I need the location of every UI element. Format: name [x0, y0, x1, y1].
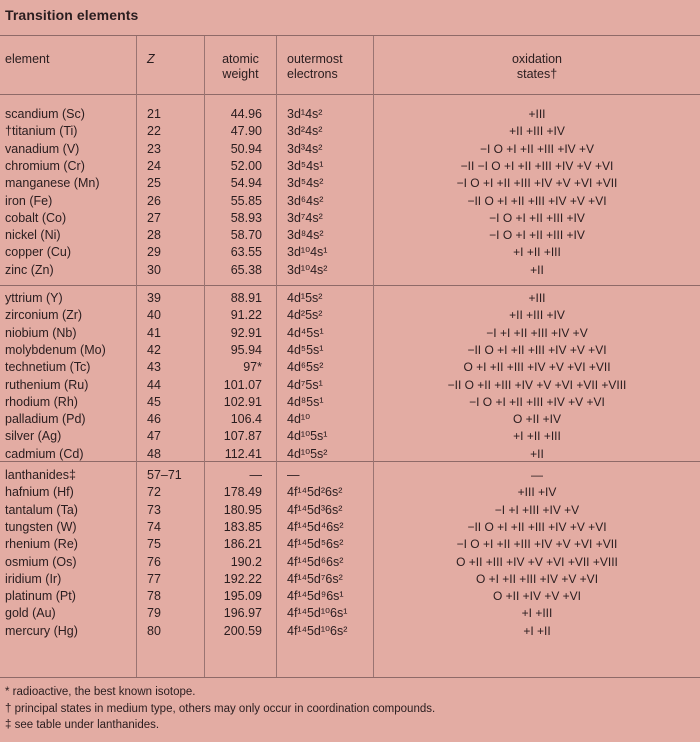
row-electrons: 3d⁶4s² — [287, 193, 324, 208]
divider-group-1 — [0, 285, 700, 286]
row-oxidation-states: +II — [530, 446, 544, 461]
row-element: scandium (Sc) — [5, 107, 85, 121]
row-element: palladium (Pd) — [5, 412, 86, 427]
footnote-lanthanides: ‡ see table under lanthanides. — [5, 719, 160, 731]
table-row — [0, 588, 700, 605]
table-row — [0, 428, 700, 445]
table-row — [0, 446, 700, 463]
row-element: molybdenum (Mo) — [5, 342, 106, 357]
row-oxidation-states: −II O +I +II +III +IV +V +VI — [467, 193, 607, 208]
row-element: vanadium (V) — [5, 141, 80, 156]
row-atomic-weight: 195.09 — [223, 589, 262, 604]
row-z: 43 — [147, 360, 161, 375]
row-atomic-weight: 91.22 — [230, 308, 262, 323]
row-element: iridium (Ir) — [5, 571, 62, 586]
row-z: 46 — [147, 412, 161, 427]
row-electrons: 4d¹⁰5s¹ — [287, 429, 328, 444]
divider-bottom — [0, 677, 700, 678]
footnote-principal-states: † principal states in medium type, others may only occur in coordination compounds. — [5, 702, 436, 715]
row-oxidation-states: — — [531, 468, 543, 482]
row-oxidation-states: −I O +I +II +III +IV — [489, 210, 585, 225]
row-oxidation-states: −II O +II +III +IV +V +VI +VII +VIII — [447, 377, 627, 392]
table-row — [0, 502, 700, 519]
row-z: 72 — [147, 485, 161, 500]
row-z: 40 — [147, 308, 161, 323]
row-atomic-weight: 88.91 — [230, 291, 262, 305]
row-oxidation-states: −I O +I +II +III +IV +V — [479, 141, 595, 156]
row-element: cadmium (Cd) — [5, 446, 84, 461]
row-atomic-weight: 180.95 — [223, 502, 262, 517]
row-electrons: 4d⁵5s¹ — [287, 342, 324, 357]
table-row — [0, 467, 700, 484]
row-oxidation-states: −I +I +III +IV +V — [494, 502, 580, 517]
row-electrons: 4d⁶5s² — [287, 360, 324, 375]
row-atomic-weight: 95.94 — [230, 342, 262, 357]
row-element: iron (Fe) — [5, 193, 53, 208]
row-electrons: 4d¹⁰ — [287, 412, 311, 427]
row-element: †titanium (Ti) — [5, 124, 78, 139]
row-z: 27 — [147, 210, 161, 225]
row-z: 57–71 — [147, 468, 182, 482]
divider-top — [0, 35, 700, 36]
row-oxidation-states: O +II +III +IV +V +VI +VII +VIII — [456, 554, 618, 569]
table-row — [0, 571, 700, 588]
row-atomic-weight: 196.97 — [223, 606, 262, 621]
table-row — [0, 244, 700, 261]
row-element: platinum (Pt) — [5, 589, 76, 604]
table-row — [0, 342, 700, 359]
row-element: lanthanides‡ — [5, 468, 76, 482]
row-oxidation-states: O +I +II +III +IV +V +VI — [475, 571, 599, 586]
row-element: gold (Au) — [5, 606, 56, 621]
row-oxidation-states: O +II +IV +V +VI — [492, 589, 582, 604]
row-atomic-weight: 47.90 — [230, 124, 262, 139]
row-electrons: 4f¹⁴5d¹⁰6s² — [287, 623, 348, 638]
row-element: rhenium (Re) — [5, 537, 78, 552]
row-atomic-weight: 178.49 — [223, 485, 262, 500]
row-z: 26 — [147, 193, 161, 208]
row-oxidation-states: +I +II — [523, 623, 551, 638]
row-oxidation-states: +I +II +III — [513, 245, 561, 260]
row-electrons: 3d¹⁰4s¹ — [287, 245, 328, 260]
footnotes — [5, 684, 435, 734]
row-element: ruthenium (Ru) — [5, 377, 89, 392]
row-oxidation-states: +II +III +IV — [509, 124, 565, 139]
row-element: cobalt (Co) — [5, 210, 67, 225]
row-atomic-weight: 44.96 — [230, 107, 262, 121]
row-oxidation-states: −II −I O +I +II +III +IV +V +VI — [460, 158, 614, 173]
row-atomic-weight: 102.91 — [223, 394, 262, 409]
row-atomic-weight: 186.21 — [223, 537, 262, 552]
row-element: niobium (Nb) — [5, 325, 77, 340]
row-atomic-weight: 92.91 — [230, 325, 262, 340]
table-row — [0, 106, 700, 123]
row-atomic-weight: 52.00 — [230, 158, 262, 173]
table-row — [0, 623, 700, 640]
row-oxidation-states: +III — [528, 107, 546, 121]
row-element: osmium (Os) — [5, 554, 77, 569]
row-atomic-weight: 190.2 — [230, 554, 262, 569]
row-element: tungsten (W) — [5, 519, 77, 534]
divider-header — [0, 94, 700, 95]
row-element: copper (Cu) — [5, 245, 71, 260]
row-atomic-weight: 97* — [243, 360, 262, 375]
row-oxidation-states: +II +III +IV — [509, 308, 565, 323]
row-electrons: 4f¹⁴5d⁹6s¹ — [287, 589, 344, 604]
row-z: 44 — [147, 377, 161, 392]
row-oxidation-states: +II — [530, 262, 544, 277]
row-oxidation-states: −I O +I +II +III +IV +V +VI — [469, 394, 605, 409]
row-element: nickel (Ni) — [5, 228, 61, 243]
row-oxidation-states: −I O +I +II +III +IV — [489, 228, 585, 243]
row-atomic-weight: 58.93 — [230, 210, 262, 225]
row-electrons: 4d⁷5s¹ — [287, 377, 323, 392]
row-atomic-weight: 200.59 — [223, 623, 262, 638]
row-electrons: 4f¹⁴5d⁴6s² — [287, 519, 344, 534]
row-element: rhodium (Rh) — [5, 394, 78, 409]
row-z: 77 — [147, 571, 161, 586]
row-element: silver (Ag) — [5, 429, 62, 444]
table-row — [0, 193, 700, 210]
row-electrons: 4f¹⁴5d¹⁰6s¹ — [287, 606, 348, 621]
row-electrons: 4f¹⁴5d⁵6s² — [287, 537, 344, 552]
row-z: 48 — [147, 446, 161, 461]
row-electrons: 3d⁵4s¹ — [287, 158, 324, 173]
header-oxidation-line1: oxidation — [511, 52, 563, 66]
row-oxidation-states: O +I +II +III +IV +V +VI +VII — [463, 360, 611, 375]
row-z: 42 — [147, 342, 161, 357]
row-electrons: 4f¹⁴5d⁶6s² — [287, 554, 344, 569]
row-z: 29 — [147, 245, 161, 260]
row-z: 24 — [147, 158, 161, 173]
row-z: 74 — [147, 519, 161, 534]
row-z: 45 — [147, 394, 161, 409]
row-z: 80 — [147, 623, 161, 638]
footnote-radioactive: * radioactive, the best known isotope. — [5, 686, 196, 698]
row-element: tantalum (Ta) — [5, 502, 78, 517]
table-row — [0, 359, 700, 376]
row-element: chromium (Cr) — [5, 158, 85, 173]
row-z: 30 — [147, 262, 161, 277]
row-atomic-weight: 54.94 — [230, 176, 262, 191]
table-row — [0, 175, 700, 192]
row-element: zinc (Zn) — [5, 262, 54, 277]
header-electrons-line1: outermost — [287, 52, 343, 66]
header-atomic-weight-line2: weight — [222, 67, 259, 81]
row-electrons: 4d⁴5s¹ — [287, 325, 324, 340]
header-atomic-weight-line1: atomic — [222, 52, 259, 66]
table-row — [0, 411, 700, 428]
row-atomic-weight: 192.22 — [223, 571, 262, 586]
row-atomic-weight: 50.94 — [230, 141, 262, 156]
row-atomic-weight: 58.70 — [230, 228, 262, 243]
table-row — [0, 141, 700, 158]
row-electrons: 3d⁸4s² — [287, 228, 324, 243]
row-element: hafnium (Hf) — [5, 485, 74, 500]
row-electrons: — — [287, 468, 300, 482]
row-electrons: 3d³4s² — [287, 141, 323, 156]
header-oxidation-line2: states† — [516, 67, 558, 81]
row-z: 25 — [147, 176, 161, 191]
header-electrons-line2: electrons — [287, 67, 338, 81]
row-oxidation-states: O +II +IV — [512, 412, 562, 427]
row-electrons: 4f¹⁴5d²6s² — [287, 485, 343, 500]
row-electrons: 3d⁵4s² — [287, 176, 324, 191]
row-element: technetium (Tc) — [5, 360, 91, 375]
row-oxidation-states: −I +I +II +III +IV +V — [486, 325, 588, 340]
row-electrons: 4d¹5s² — [287, 291, 323, 305]
row-oxidation-states: +I +III — [521, 606, 553, 621]
table-row — [0, 262, 700, 279]
page-title: Transition elements — [5, 7, 139, 23]
row-element: mercury (Hg) — [5, 623, 78, 638]
row-element: manganese (Mn) — [5, 176, 100, 191]
table-row — [0, 377, 700, 394]
header-oxidation-states — [374, 52, 700, 82]
row-z: 79 — [147, 606, 161, 621]
table-row — [0, 536, 700, 553]
row-z: 78 — [147, 589, 161, 604]
table-row — [0, 123, 700, 140]
row-atomic-weight: 107.87 — [223, 429, 262, 444]
row-atomic-weight: 65.38 — [230, 262, 262, 277]
row-electrons: 4d²5s² — [287, 308, 323, 323]
row-electrons: 3d⁷4s² — [287, 210, 323, 225]
row-electrons: 4d⁸5s¹ — [287, 394, 324, 409]
table-row — [0, 307, 700, 324]
table-row — [0, 290, 700, 307]
row-element: yttrium (Y) — [5, 291, 63, 305]
row-electrons: 4f¹⁴5d⁷6s² — [287, 571, 343, 586]
table-row — [0, 394, 700, 411]
table-row — [0, 605, 700, 622]
row-electrons: 3d²4s² — [287, 124, 323, 139]
row-z: 76 — [147, 554, 161, 569]
row-z: 39 — [147, 291, 161, 305]
row-z: 21 — [147, 107, 161, 121]
row-oxidation-states: −I O +I +II +III +IV +V +VI +VII — [456, 176, 618, 191]
row-z: 23 — [147, 141, 161, 156]
row-electrons: 3d¹⁰4s² — [287, 262, 328, 277]
row-oxidation-states: −II O +I +II +III +IV +V +VI — [467, 519, 607, 534]
row-atomic-weight: 183.85 — [223, 519, 262, 534]
table-row — [0, 210, 700, 227]
table-row — [0, 519, 700, 536]
row-atomic-weight: 101.07 — [223, 377, 262, 392]
table-row — [0, 158, 700, 175]
row-electrons: 4f¹⁴5d³6s² — [287, 502, 343, 517]
row-z: 75 — [147, 537, 161, 552]
row-z: 47 — [147, 429, 161, 444]
row-z: 73 — [147, 502, 161, 517]
row-atomic-weight: — — [249, 468, 262, 482]
row-z: 22 — [147, 124, 161, 139]
row-oxidation-states: −I O +I +II +III +IV +V +VI +VII — [456, 537, 618, 552]
row-atomic-weight: 112.41 — [224, 446, 262, 461]
row-oxidation-states: +III +IV — [517, 485, 557, 500]
table-row — [0, 484, 700, 501]
row-oxidation-states: +III — [528, 291, 546, 305]
row-atomic-weight: 55.85 — [230, 193, 262, 208]
header-element: element — [5, 52, 50, 66]
table-row — [0, 554, 700, 571]
table-row — [0, 325, 700, 342]
row-atomic-weight: 106.4 — [230, 412, 262, 427]
row-oxidation-states: +I +II +III — [513, 429, 561, 444]
row-atomic-weight: 63.55 — [230, 245, 262, 260]
header-atomic-weight — [205, 52, 276, 82]
row-oxidation-states: −II O +I +II +III +IV +V +VI — [467, 342, 607, 357]
row-element: zirconium (Zr) — [5, 308, 83, 323]
table-row — [0, 227, 700, 244]
row-electrons: 4d¹⁰5s² — [287, 446, 328, 461]
row-z: 41 — [147, 325, 161, 340]
row-z: 28 — [147, 228, 161, 243]
header-z: Z — [147, 52, 155, 66]
row-electrons: 3d¹4s² — [287, 107, 323, 121]
header-outermost-electrons — [287, 52, 343, 82]
